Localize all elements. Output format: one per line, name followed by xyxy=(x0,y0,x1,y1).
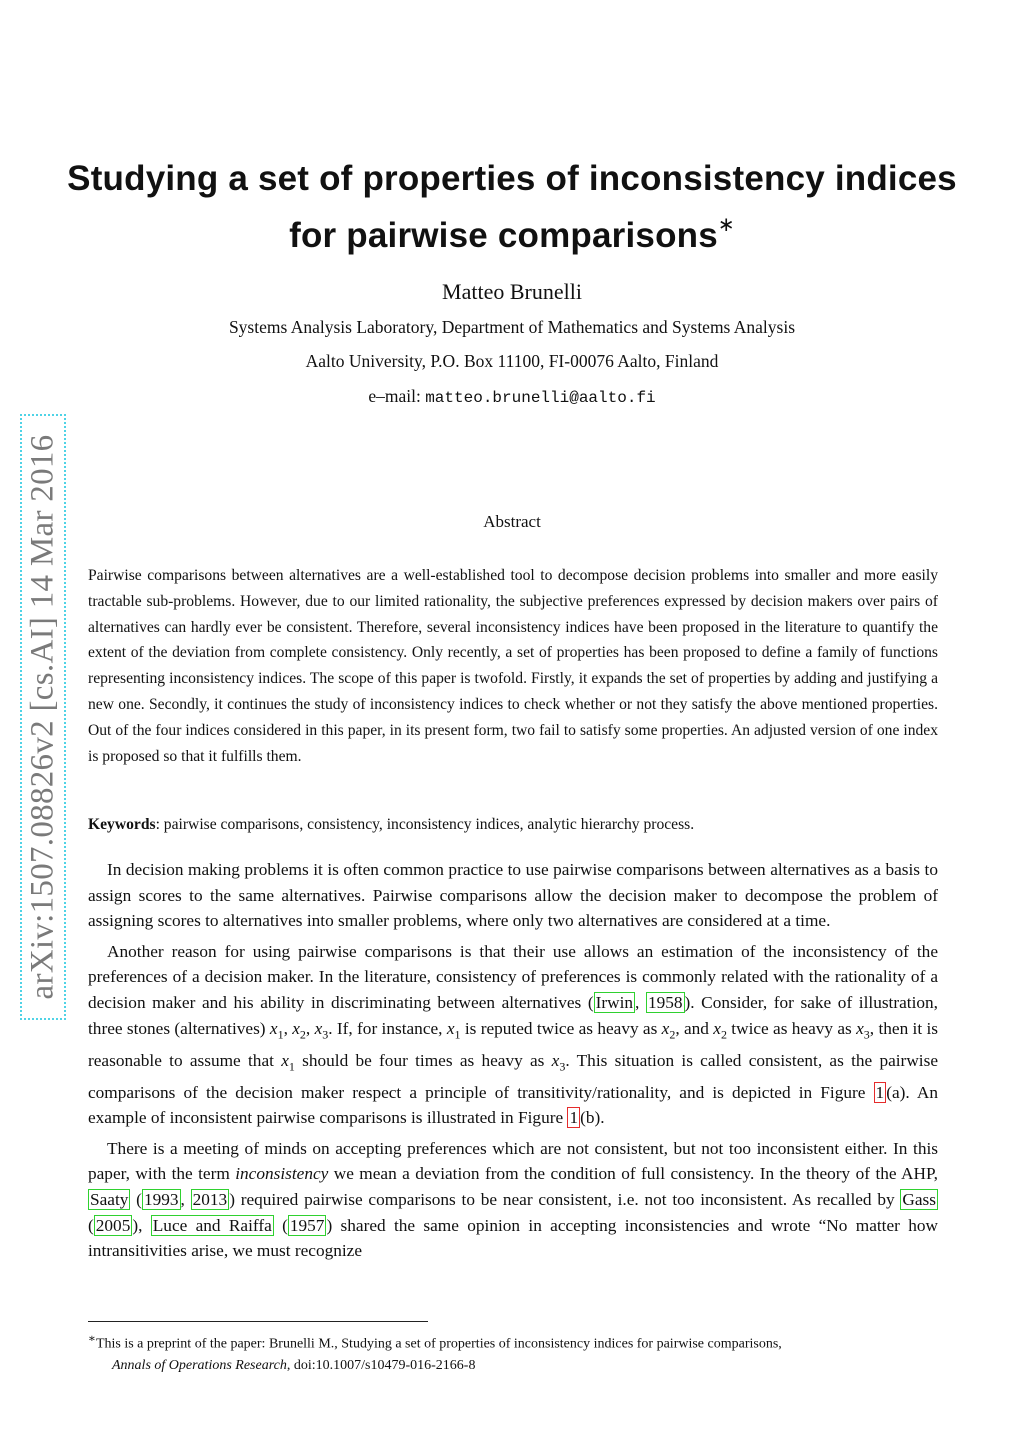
math-x1: $x_1$ xyxy=(269,1018,284,1042)
footnote-doi: , doi:10.1007/s10479-016-2166-8 xyxy=(286,1357,476,1373)
footnote xyxy=(88,1328,948,1376)
footnote-journal: Annals of Operations Research xyxy=(112,1357,287,1373)
body-text xyxy=(88,857,938,1269)
keywords xyxy=(88,814,938,836)
title-footnote-mark[interactable]: ∗ xyxy=(717,214,735,236)
footnote-line-1: This is a preprint of the paper: Brunelli M., Studying a set of properties of inconsistency indices for pairwise comparisons, xyxy=(95,1336,782,1352)
citation-saaty[interactable]: Saaty xyxy=(90,1190,129,1210)
footnote-rule xyxy=(88,1321,428,1322)
paragraph-3: There is a meeting of minds on accepting preferences which are not consistent, but not too inconsistent either. In this paper, with the term inconsistency we mean a deviation from the condition of full consistency. In the theory of the AHP, Saaty ( 1993 , 2013 ) required pairwise comparisons to be near consistent, i.e. not too inconsistent. As recalled by Gass ( 2005 ), Luce and Raiffa ( 1957 ) shared the same opinion in accepting inconsistencies and wrote “No matter how intransitivities arise, we must recognize xyxy=(88,1138,939,1261)
paragraph-2: Another reason for using pairwise comparisons is that their use allows an estimation of the inconsistency of the preferences of a decision maker. In the literature, consistency of preferences is commonly related with the rationality of a decision maker and his ability in discriminating between alternatives ( Irwin , 1958 ). Consider, for sake of illustration, three stones (alternatives) $x_1$, $x_2$, $x_3$. If, for instance, $x_1$ is reputed twice as heavy as $x_2$, and $x_2$ twice as heavy as $x_3$, then it is reasonable to assume that $x_1$ should be four times as heavy as $x_3$. This situation is called consistent, as the pairwise comparisons of the decision maker respect a principle of transitivity/rationality, and is depicted in Figure 1 (a). An example of inconsistent pairwise comparisons is illustrated in Figure 1 (b). xyxy=(88,941,939,1128)
citation-gass[interactable]: Gass xyxy=(902,1190,937,1210)
email-line xyxy=(0,386,1024,407)
footnote-mark: ∗ xyxy=(88,1332,96,1345)
citation-luce-raiffa[interactable]: Luce and Raiffa xyxy=(152,1215,272,1235)
keywords-label: Keywords xyxy=(88,816,156,833)
affiliation-line-2: Aalto University, P.O. Box 11100, FI-00076 Aalto, Finland xyxy=(305,351,719,371)
email-address[interactable]: matteo.brunelli@aalto.fi xyxy=(425,389,656,407)
citation-irwin[interactable]: Irwin xyxy=(595,992,634,1012)
citation-irwin-year[interactable]: 1958 xyxy=(647,992,683,1012)
math-x3: $x_3$ xyxy=(314,1018,329,1042)
title-line-2: for pairwise comparisons xyxy=(289,216,718,255)
citation-luce-raiffa-1957[interactable]: 1957 xyxy=(289,1215,325,1235)
term-inconsistency: inconsistency xyxy=(235,1164,329,1184)
keywords-text: : pairwise comparisons, consistency, inconsistency indices, analytic hierarchy process. xyxy=(155,816,695,833)
figure-ref-1b[interactable]: 1 xyxy=(569,1108,579,1128)
arxiv-label: arXiv:1507.08826v2 [cs.AI] 14 Mar 2016 xyxy=(24,434,61,1000)
abstract-text: Pairwise comparisons between alternatives are a well-established tool to decompose decision problems into smaller and more easily tractable sub-problems. However, due to our limited rationality, the subjective preferences expressed by decision makers over pairs of alternatives can hardly ever be consistent. Therefore, several inconsistency indices have been proposed in the literature to quantify the extent of the deviation from complete consistency. Only recently, a set of properties has been proposed to define a family of functions representing inconsistency indices. The scope of this paper is twofold. Firstly, it expands the set of properties by adding and justifying a new one. Secondly, it continues the study of inconsistency indices to check whether or not they satisfy the above mentioned properties. Out of the four indices considered in this paper, in its present form, two fail to satisfy some properties. An adjusted version of one index is proposed so that it fulfills them. xyxy=(88,567,938,765)
citation-saaty-2013[interactable]: 2013 xyxy=(192,1190,228,1210)
affiliation-line-1: Systems Analysis Laboratory, Department of Mathematics and Systems Analysis xyxy=(228,317,796,337)
arxiv-identifier[interactable] xyxy=(20,414,66,1020)
paragraph-1: In decision making problems it is often common practice to use pairwise comparisons between alternatives as a basis to assign scores to the same alternatives. Pairwise comparisons allow the decision maker to decompose the problem of assigning scores to alternatives into smaller problems, where only two alternatives are considered at a time. xyxy=(88,860,938,931)
citation-gass-2005[interactable]: 2005 xyxy=(95,1215,131,1235)
figure-ref-1a[interactable]: 1 xyxy=(875,1082,885,1102)
abstract-heading: Abstract xyxy=(483,512,541,531)
title-line-1: Studying a set of properties of inconsistency indices xyxy=(67,159,957,198)
paper-title xyxy=(60,156,964,259)
author-name: Matteo Brunelli xyxy=(442,279,582,304)
email-label: e–mail: xyxy=(368,386,426,406)
math-x2: $x_2$ xyxy=(292,1018,306,1042)
citation-saaty-1993[interactable]: 1993 xyxy=(143,1190,179,1210)
